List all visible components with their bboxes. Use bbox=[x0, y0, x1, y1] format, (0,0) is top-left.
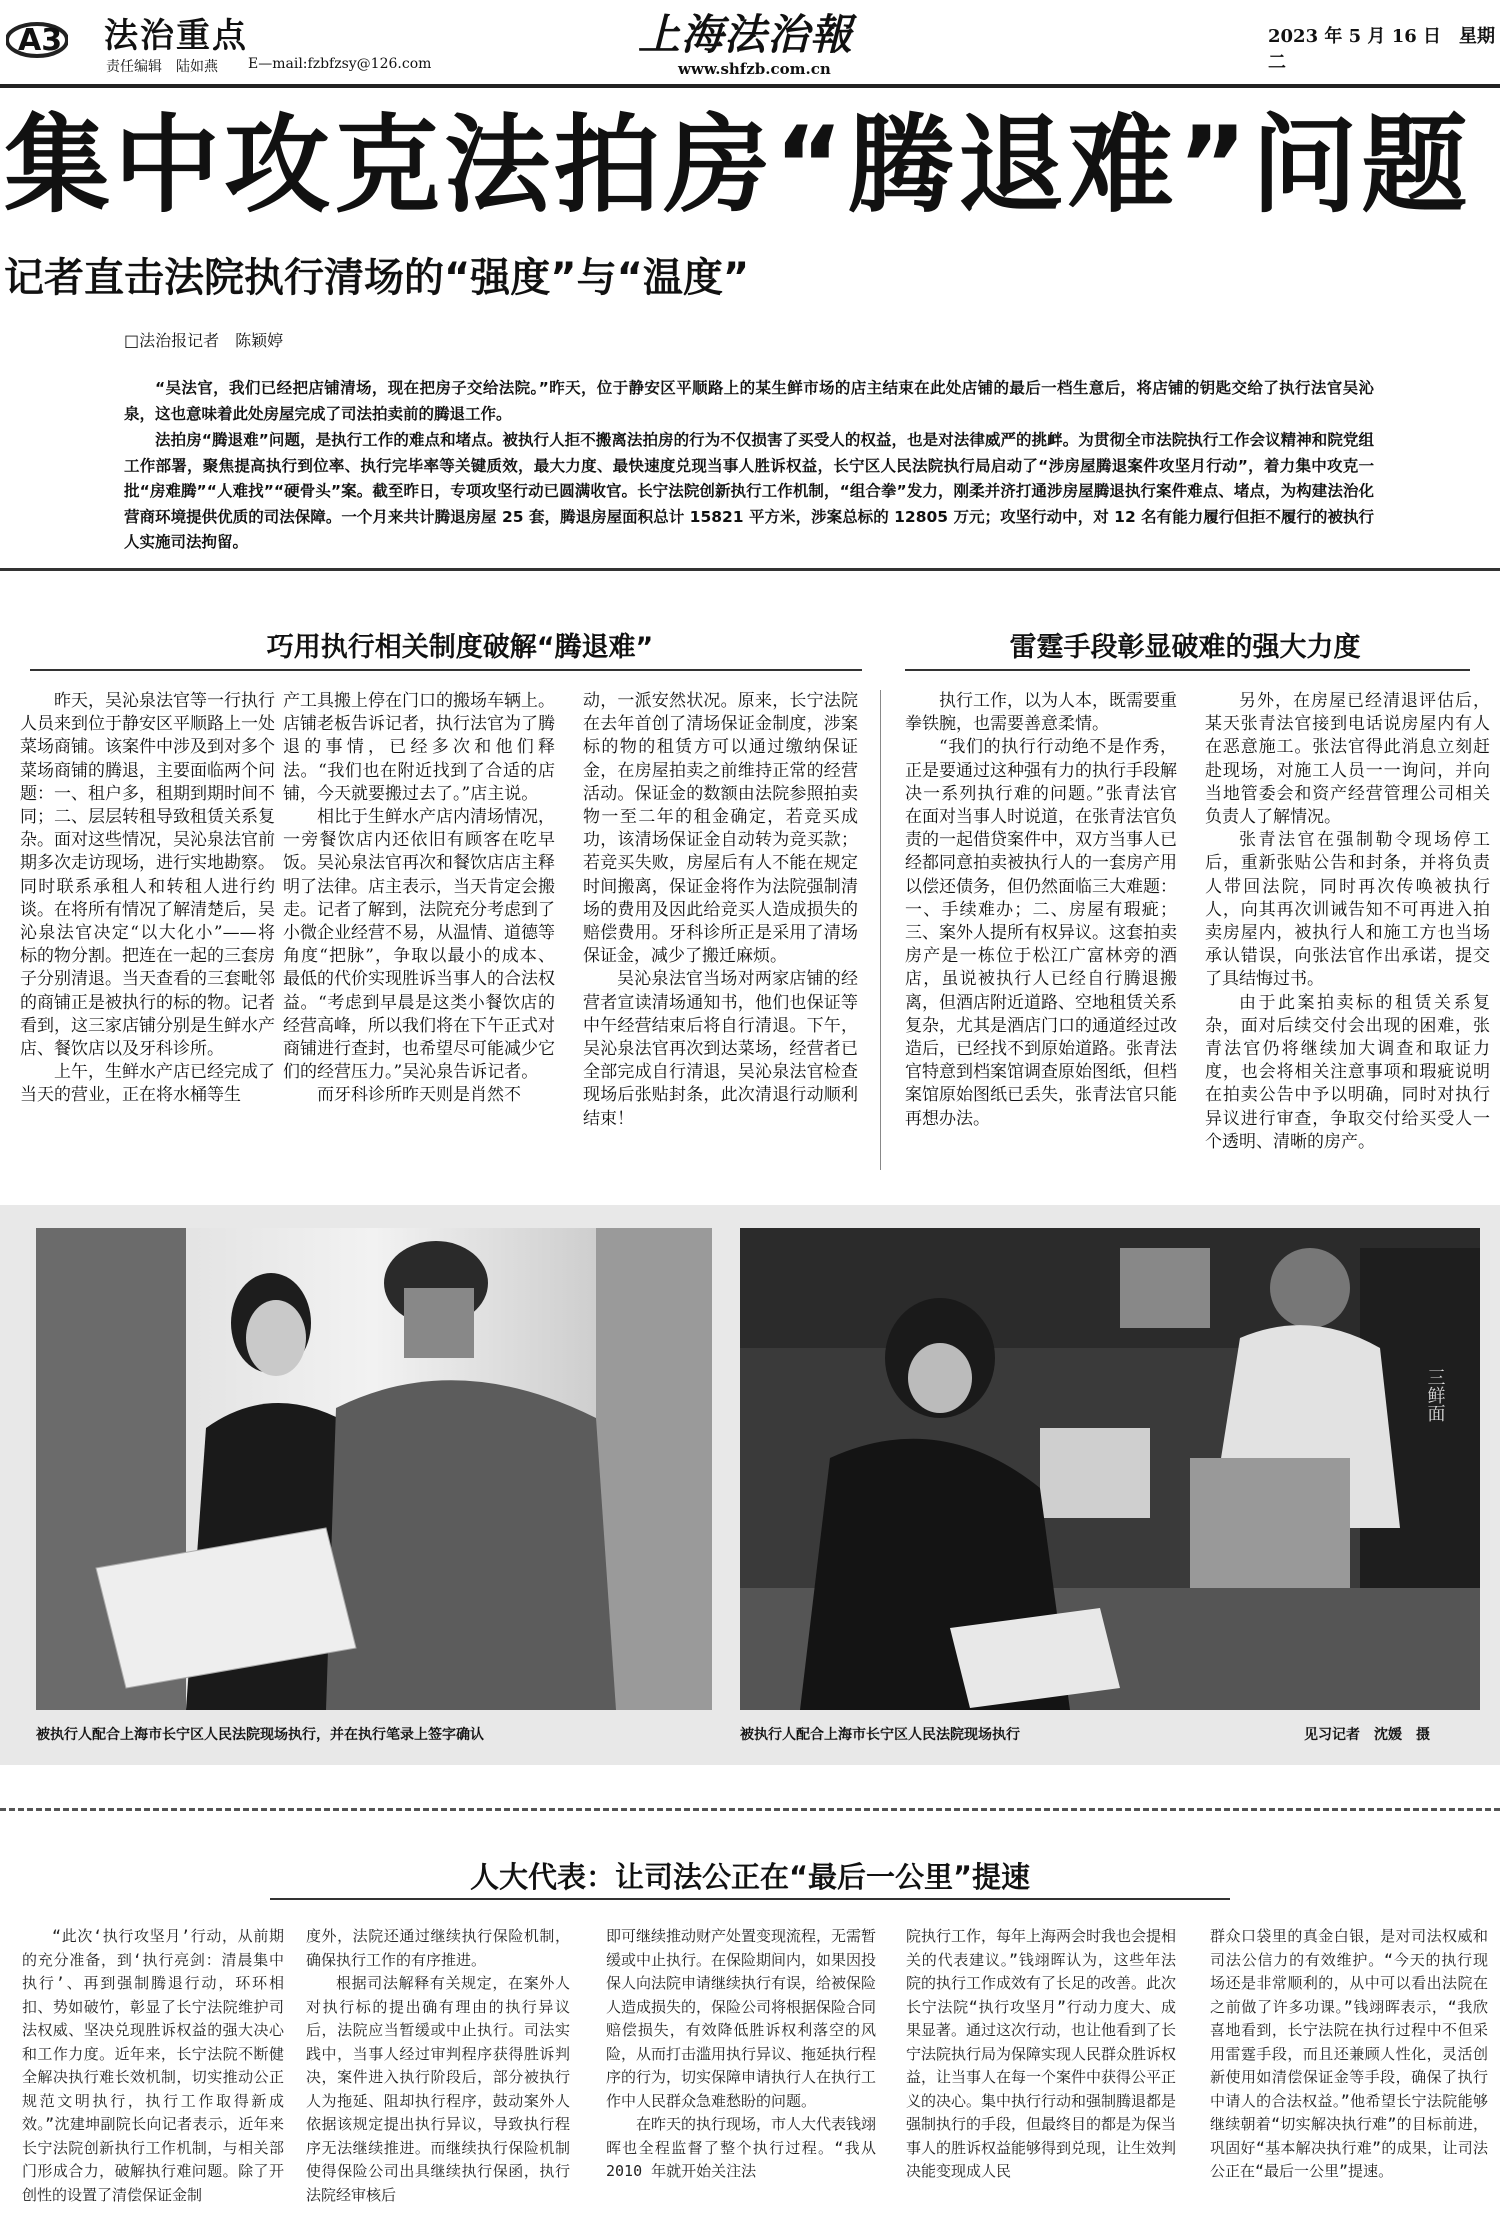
shop-sign-text: 三鲜面 bbox=[1424, 1368, 1446, 1422]
photo-shop-counter bbox=[740, 1228, 1480, 1710]
article-column bbox=[1205, 690, 1490, 1170]
main-headline: 集中攻克法拍房“腾退难”问题 bbox=[4, 104, 1472, 227]
lead-divider bbox=[0, 568, 1500, 571]
body-paragraph: 动，一派安然状况。原来，长宁法院在去年首创了清场保证金制度，涉案标的物的租赁方可以通过缴纳保证金，在房屋拍卖之前维持正常的经营活动。保证金的数额由法院参照拍卖物一至二年的租金确定，若竞买成功，该清场保证金自动转为竞买款；若竞买失败，房屋后有人不能在规定时间搬离，保证金将作为法院强制清场的费用及因此给竞买人造成损失的赔偿费用。牙科诊所正是采用了清场保证金，减少了搬迁麻烦。 bbox=[583, 691, 858, 967]
section-heading-rule bbox=[905, 669, 1470, 671]
header-divider bbox=[0, 84, 1500, 88]
body-paragraph: 而牙科诊所昨天则是肖然不 bbox=[317, 1085, 521, 1106]
section-heading: 雷霆手段彰显破难的强大力度 bbox=[1009, 632, 1361, 663]
article-column bbox=[583, 690, 858, 1170]
website-url: www.shfzb.com.cn bbox=[678, 60, 831, 78]
newspaper-masthead: 上海法治報 bbox=[638, 10, 854, 59]
body-paragraph: 张青法官在强制勒令现场停工后，重新张贴公告和封条，并将负责人带回法院，同时再次传唤被执行人，向其再次训诫告知不可再进入拍卖房屋内，被执行人和施工方也当场承认错误，向张法官作出承诺，提交了具结悔过书。 bbox=[1205, 830, 1490, 990]
body-paragraph: 度外，法院还通过继续执行保险机制，确保执行工作的有序推进。 bbox=[306, 1927, 570, 1969]
body-paragraph: 昨天，吴沁泉法官等一行执行人员来到位于静安区平顺路上一处菜场商铺。该案件中涉及到对多个菜场商铺的腾退，主要面临两个问题：一、租户多，租期到期时间不同；二、层层转租导致租赁关系复杂。面对这些情况，吴沁泉法官前期多次走访现场，进行实地勘察。同时联系承租人和转租人进行约谈。在将所有情况了解清楚后，吴沁泉法官决定“以大化小”——将标的物分割。把连在一起的三套房子分别清退。当天查看的三套毗邻的商铺正是被执行的标的物。记者看到，这三家店铺分别是生鲜水产店、餐饮店以及牙科诊所。 bbox=[20, 691, 275, 1060]
photo-signing-record bbox=[36, 1228, 712, 1710]
body-paragraph: 产工具搬上停在门口的搬场车辆上。店铺老板告诉记者，执行法官为了腾退的事情，已经多次和他们释法。“我们也在附近找到了合适的店铺，今天就要搬过去了。”店主说。 bbox=[283, 691, 555, 804]
section-heading-rule bbox=[270, 1898, 1230, 1900]
article-column bbox=[1210, 1925, 1488, 2229]
byline: □法治报记者 陈颖婷 bbox=[124, 331, 284, 350]
lead-paragraph: “吴法官，我们已经把店铺清场，现在把房子交给法院。”昨天，位于静安区平顺路上的某生鲜市场的店主结束在此处店铺的最后一档生意后，将店铺的钥匙交给了执行法官吴沁泉，这也意味着此处房屋完成了司法拍卖前的腾退工作。 bbox=[124, 379, 1374, 423]
sub-headline: 记者直击法院执行清场的“强度”与“温度” bbox=[4, 255, 750, 301]
body-paragraph: 执行工作，以为人本，既需要重拳铁腕，也需要善意柔情。 bbox=[905, 691, 1177, 735]
section-heading: 巧用执行相关制度破解“腾退难” bbox=[266, 632, 654, 663]
body-paragraph: 相比于生鲜水产店内清场情况，一旁餐饮店内还依旧有顾客在吃早饭。吴沁泉法官再次和餐饮店店主释明了法律。店主表示，当天肯定会搬走。记者了解到，法院充分考虑到了小微企业经营不易，从温情、道德等角度“把脉”，争取以最小的成本、最低的代价实现胜诉当事人的合法权益。“考虑到早晨是这类小餐饮店的经营高峰，所以我们将在下午正式对商铺进行查封，也希望尽可能减少它们的经营压力。”吴沁泉告诉记者。 bbox=[283, 807, 555, 1083]
section-name: 法治重点 bbox=[104, 16, 248, 56]
body-paragraph: “我们的执行行动绝不是作秀，正是要通过这种强有力的执行手段解决一系列执行难的问题。”张青法官在面对当事人时说道，在张青法官负责的一起借贷案件中，双方当事人已经都同意拍卖被执行人的一套房产用以偿还债务，但仍然面临三大难题：一、手续难办；二、房屋有瑕疵；三、案外人提所有权异议。这套拍卖房产是一栋位于松江广富林旁的酒店，虽说被执行人已经自行腾退搬离，但酒店附近道路、空地租赁关系复杂，尤其是酒店门口的通道经过改造后，已经找不到原始道路。张青法官特意到档案馆调查原始图纸，但档案馆原始图纸已丢失，张青法官只能再想办法。 bbox=[905, 737, 1177, 1129]
section-heading: 人大代表：让司法公正在“最后一公里”提速 bbox=[469, 1860, 1031, 1894]
page-number-badge bbox=[6, 6, 68, 64]
body-paragraph: 院执行工作，每年上海两会时我也会提相关的代表建议。”钱翊晖认为，这些年法院的执行工作成效有了长足的改善。此次长宁法院“执行攻坚月”行动力度大、成果显著。通过这次行动，也让他看到了长宁法院执行局为保障实现人民群众胜诉权益，让当事人在每一个案件中获得公平正义的决心。集中执行行动和强制腾退都是强制执行的手段，但最终目的都是为保当事人的胜诉权益能够得到兑现，让生效判决能变现成人民 bbox=[906, 1927, 1176, 2180]
article-column bbox=[283, 690, 555, 1170]
body-paragraph: 群众口袋里的真金白银，是对司法权威和司法公信力的有效维护。“今天的执行现场还是非常顺利的，从中可以看出法院在之前做了许多功课。”钱翊晖表示，“我欣喜地看到，长宁法院在执行过程中不但采用雷霆手段，而且还兼顾人性化，灵活创新使用如清偿保证金等手段，确保了执行中请人的合法权益。”他希望长宁法院能够继续朝着“切实解决执行难”的目标前进，巩固好“基本解决执行难”的成果，让司法公正在“最后一公里”提速。 bbox=[1210, 1927, 1488, 2180]
editor-line: 责任编辑 陆如燕 bbox=[106, 59, 218, 75]
article-column bbox=[606, 1925, 876, 2229]
body-paragraph: 吴沁泉法官当场对两家店铺的经营者宣读清场通知书，他们也保证等中午经营结束后将自行清退。下午，吴沁泉法官再次到达菜场，经营者已全部完成自行清退，吴沁泉法官检查现场后张贴封条，此次清退行动顺利结束！ bbox=[583, 969, 858, 1129]
page-number: A3 bbox=[18, 23, 63, 58]
body-paragraph: 上午，生鲜水产店已经完成了当天的营业，正在将水桶等生 bbox=[20, 1062, 275, 1106]
article-column bbox=[22, 1925, 284, 2229]
body-paragraph: 根据司法解释有关规定，在案外人对执行标的提出确有理由的执行异议后，法院应当暂缓或中止执行。司法实践中，当事人经过审判程序获得胜诉判决，案件进入执行阶段后，部分被执行人为拖延、阻却执行程序，鼓动案外人依据该规定提出执行异议，导致执行程序无法继续推进。而继续执行保险机制使得保险公司出具继续执行保函，执行法院经审核后 bbox=[306, 1974, 570, 2204]
issue-date: 2023 年 5 月 16 日 星期二 bbox=[1268, 26, 1496, 73]
body-paragraph: 由于此案拍卖标的租赁关系复杂，面对后续交付会出现的困难，张青法官仍将继续加大调查和取证力度，也会将相关注意事项和瑕疵说明在拍卖公告中予以明确，同时对执行异议进行审查，争取交付给买受人一个透明、清晰的房产。 bbox=[1205, 992, 1490, 1152]
photo-caption: 被执行人配合上海市长宁区人民法院现场执行，并在执行笔录上签字确认 bbox=[36, 1727, 484, 1743]
body-paragraph: 另外，在房屋已经清退评估后，某天张青法官接到电话说房屋内有人在恶意施工。张法官得此消息立刻赶赴现场，对施工人员一一询问，并向当地管委会和资产经营管理公司相关负责人了解情况。 bbox=[1205, 691, 1490, 828]
photo-credit: 见习记者 沈媛 摄 bbox=[1304, 1727, 1430, 1743]
email-line: E—mail:fzbfzsy@126.com bbox=[248, 56, 432, 72]
body-paragraph: 在昨天的执行现场，市人大代表钱翊晖也全程监督了整个执行过程。“我从 2010 年就开始关注法 bbox=[606, 2115, 876, 2180]
body-paragraph: “此次‘执行攻坚月’行动，从前期的充分准备，到‘执行亮剑：清晨集中执行’、再到强制腾退行动，环环相扣、势如破竹，彰显了长宁法院维护司法权威、坚决兑现胜诉权益的强大决心和工作力度。近年来，长宁法院不断健全解决执行难长效机制，切实推动公正规范文明执行，执行工作取得新成效。”沈建坤副院长向记者表示，近年来长宁法院创新执行工作机制，与相关部门形成合力，破解执行难问题。除了开创性的设置了清偿保证金制 bbox=[22, 1927, 284, 2204]
article-column bbox=[20, 690, 275, 1170]
photo-caption: 被执行人配合上海市长宁区人民法院现场执行 bbox=[740, 1727, 1020, 1743]
article-column bbox=[306, 1925, 570, 2229]
lead-paragraph: 法拍房“腾退难”问题，是执行工作的难点和堵点。被执行人拒不搬离法拍房的行为不仅损害了买受人的权益，也是对法律威严的挑衅。为贯彻全市法院执行工作会议精神和院党组工作部署，聚焦提高执行到位率、执行完毕率等关键质效，最大力度、最快速度兑现当事人胜诉权益，长宁区人民法院执行局启动了“涉房屋腾退案件攻坚月行动”，着力集中攻克一批“房难腾”“人难找”“硬骨头”案。截至昨日，专项攻坚行动已圆满收官。长宁法院创新执行工作机制，“组合拳”发力，刚柔并济打通涉房屋腾退执行案件难点、堵点，为构建法治化营商环境提供优质的司法保障。一个月来共计腾退房屋 25 套，腾退房屋面积总计 15821 平方米，涉案总标的 12805 万元；攻坚行动中，对 12 名有能力履行但拒不履行的被执行人实施司法拘留。 bbox=[124, 431, 1374, 551]
column-divider bbox=[880, 690, 881, 1170]
section-heading-rule bbox=[30, 669, 862, 671]
section-divider bbox=[0, 1808, 1500, 1811]
article-column bbox=[906, 1925, 1176, 2229]
body-paragraph: 即可继续推动财产处置变现流程，无需暂缓或中止执行。在保险期间内，如果因投保人向法院申请继续执行有误，给被保险人造成损失的，保险公司将根据保险合同赔偿损失，有效降低胜诉权利落空的风险，从而打击滥用执行异议、拖延执行程序的行为，切实保障申请执行人在执行工作中人民群众急难愁盼的问题。 bbox=[606, 1927, 876, 2110]
article-column bbox=[905, 690, 1177, 1170]
